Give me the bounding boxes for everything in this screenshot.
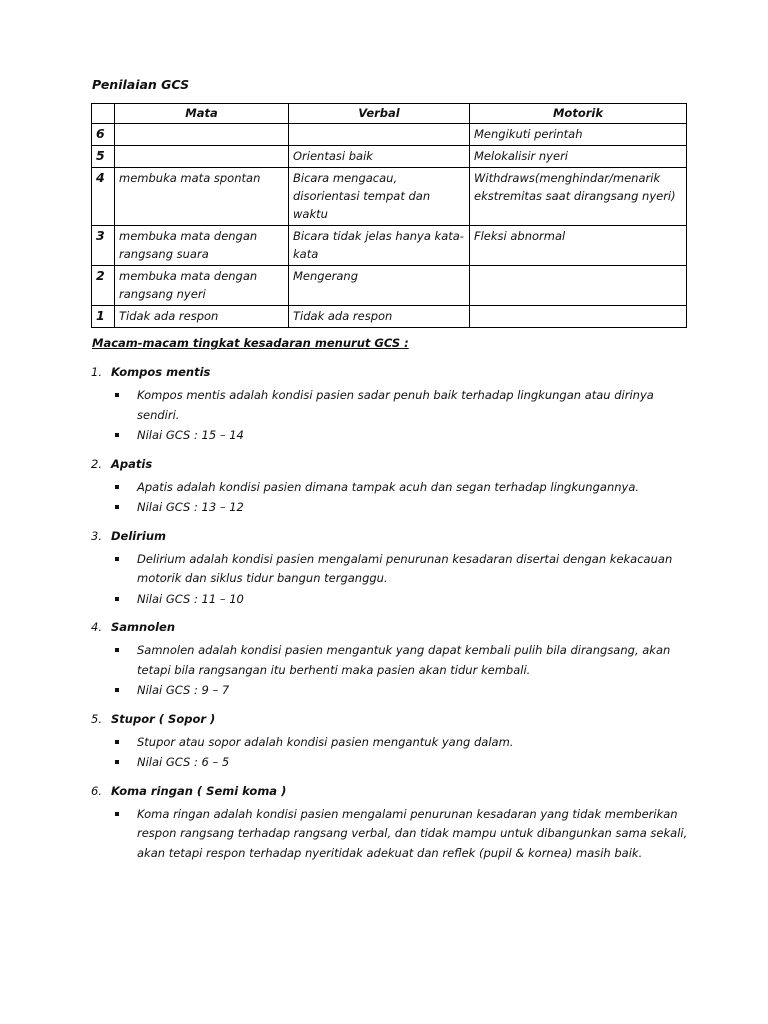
verbal-cell — [289, 124, 470, 146]
level-name: Apatis — [111, 456, 153, 471]
mata-cell — [115, 146, 289, 168]
table-row — [92, 226, 687, 266]
level-item — [91, 709, 691, 773]
level-name: Samnolen — [111, 620, 176, 634]
table-header-row — [92, 104, 687, 124]
score-cell: 5 — [92, 146, 115, 168]
level-number: 6. — [91, 783, 102, 798]
bullet-item: Apatis adalah kondisi pasien dimana tampak acuh dan segan terhadap lingkungannya. — [137, 478, 691, 498]
level-number: 4. — [91, 620, 102, 634]
bullet-item: Nilai GCS : 6 – 5 — [137, 753, 691, 773]
verbal-cell: Bicara tidak jelas hanya kata-kata — [289, 226, 470, 266]
level-heading — [91, 709, 691, 729]
consciousness-levels-list — [91, 362, 691, 871]
motorik-cell: Mengikuti perintah — [470, 124, 687, 146]
bullet-list — [91, 478, 691, 518]
bullet-list — [91, 641, 691, 701]
bullet-list — [91, 805, 691, 864]
bullet-item: Kompos mentis adalah kondisi pasien sadar penuh baik terhadap lingkungan atau dirinya sendiri. — [137, 386, 691, 425]
motorik-cell: Melokalisir nyeri — [470, 146, 687, 168]
header-motorik: Motorik — [470, 104, 687, 124]
table-row — [92, 146, 687, 168]
verbal-cell: Orientasi baik — [289, 146, 470, 168]
score-cell: 1 — [92, 306, 115, 328]
gcs-table — [91, 103, 687, 328]
level-name: Stupor ( Sopor ) — [111, 711, 216, 726]
bullet-item: Nilai GCS : 9 – 7 — [137, 681, 691, 701]
score-cell: 3 — [92, 226, 115, 266]
level-heading — [91, 617, 691, 637]
table-row — [92, 306, 687, 328]
level-number: 3. — [91, 528, 102, 543]
mata-cell: membuka mata dengan rangsang nyeri — [115, 266, 289, 306]
mata-cell: membuka mata dengan rangsang suara — [115, 226, 289, 266]
level-heading — [91, 362, 691, 382]
level-item — [91, 781, 691, 864]
motorik-cell — [470, 266, 687, 306]
level-name: Delirium — [111, 528, 167, 543]
mata-cell: membuka mata spontan — [115, 168, 289, 226]
score-cell: 6 — [92, 124, 115, 146]
section-title: Macam-macam tingkat kesadaran menurut GCS : — [92, 336, 409, 350]
bullet-item: Nilai GCS : 15 – 14 — [137, 426, 691, 446]
table-row — [92, 168, 687, 226]
motorik-cell: Withdraws(menghindar/menarik ekstremitas saat dirangsang nyeri) — [470, 168, 687, 226]
bullet-list — [91, 733, 691, 773]
table-row — [92, 266, 687, 306]
level-heading — [91, 454, 691, 474]
level-name: Kompos mentis — [111, 365, 211, 379]
header-verbal: Verbal — [289, 104, 470, 124]
motorik-cell — [470, 306, 687, 328]
bullet-list — [91, 386, 691, 446]
bullet-item: Delirium adalah kondisi pasien mengalami penurunan kesadaran disertai dengan kekacauan motorik dan siklus tidur bangun terganggu. — [137, 550, 691, 589]
level-number: 2. — [91, 456, 102, 471]
motorik-cell: Fleksi abnormal — [470, 226, 687, 266]
bullet-item: Samnolen adalah kondisi pasien mengantuk yang dapat kembali pulih bila dirangsang, akan tetapi bila rangsangan itu berhenti maka pasien akan tidur kembali. — [137, 641, 691, 680]
bullet-item: Stupor atau sopor adalah kondisi pasien mengantuk yang dalam. — [137, 733, 691, 753]
document-title: Penilaian GCS — [92, 77, 190, 92]
mata-cell: Tidak ada respon — [115, 306, 289, 328]
level-name: Koma ringan ( Semi koma ) — [111, 783, 287, 798]
bullet-item: Nilai GCS : 11 – 10 — [137, 590, 691, 610]
verbal-cell: Tidak ada respon — [289, 306, 470, 328]
bullet-item: Koma ringan adalah kondisi pasien mengalami penurunan kesadaran yang tidak memberikan respon rangsang terhadap rangsang verbal, dan tidak mampu untuk dibangunkan sama sekali, akan tetapi respon terhadap nyeritidak adekuat dan reflek (pupil & kornea) masih baik. — [137, 805, 691, 864]
level-item — [91, 362, 691, 446]
level-heading — [91, 526, 691, 546]
level-number: 5. — [91, 711, 102, 726]
level-item — [91, 617, 691, 701]
header-mata: Mata — [115, 104, 289, 124]
level-item — [91, 454, 691, 518]
verbal-cell: Mengerang — [289, 266, 470, 306]
header-score — [92, 104, 115, 124]
bullet-list — [91, 550, 691, 610]
score-cell: 2 — [92, 266, 115, 306]
mata-cell — [115, 124, 289, 146]
level-heading — [91, 781, 691, 801]
score-cell: 4 — [92, 168, 115, 226]
verbal-cell: Bicara mengacau, disorientasi tempat dan waktu — [289, 168, 470, 226]
level-item — [91, 526, 691, 610]
bullet-item: Nilai GCS : 13 – 12 — [137, 498, 691, 518]
level-number: 1. — [91, 365, 102, 379]
table-row — [92, 124, 687, 146]
